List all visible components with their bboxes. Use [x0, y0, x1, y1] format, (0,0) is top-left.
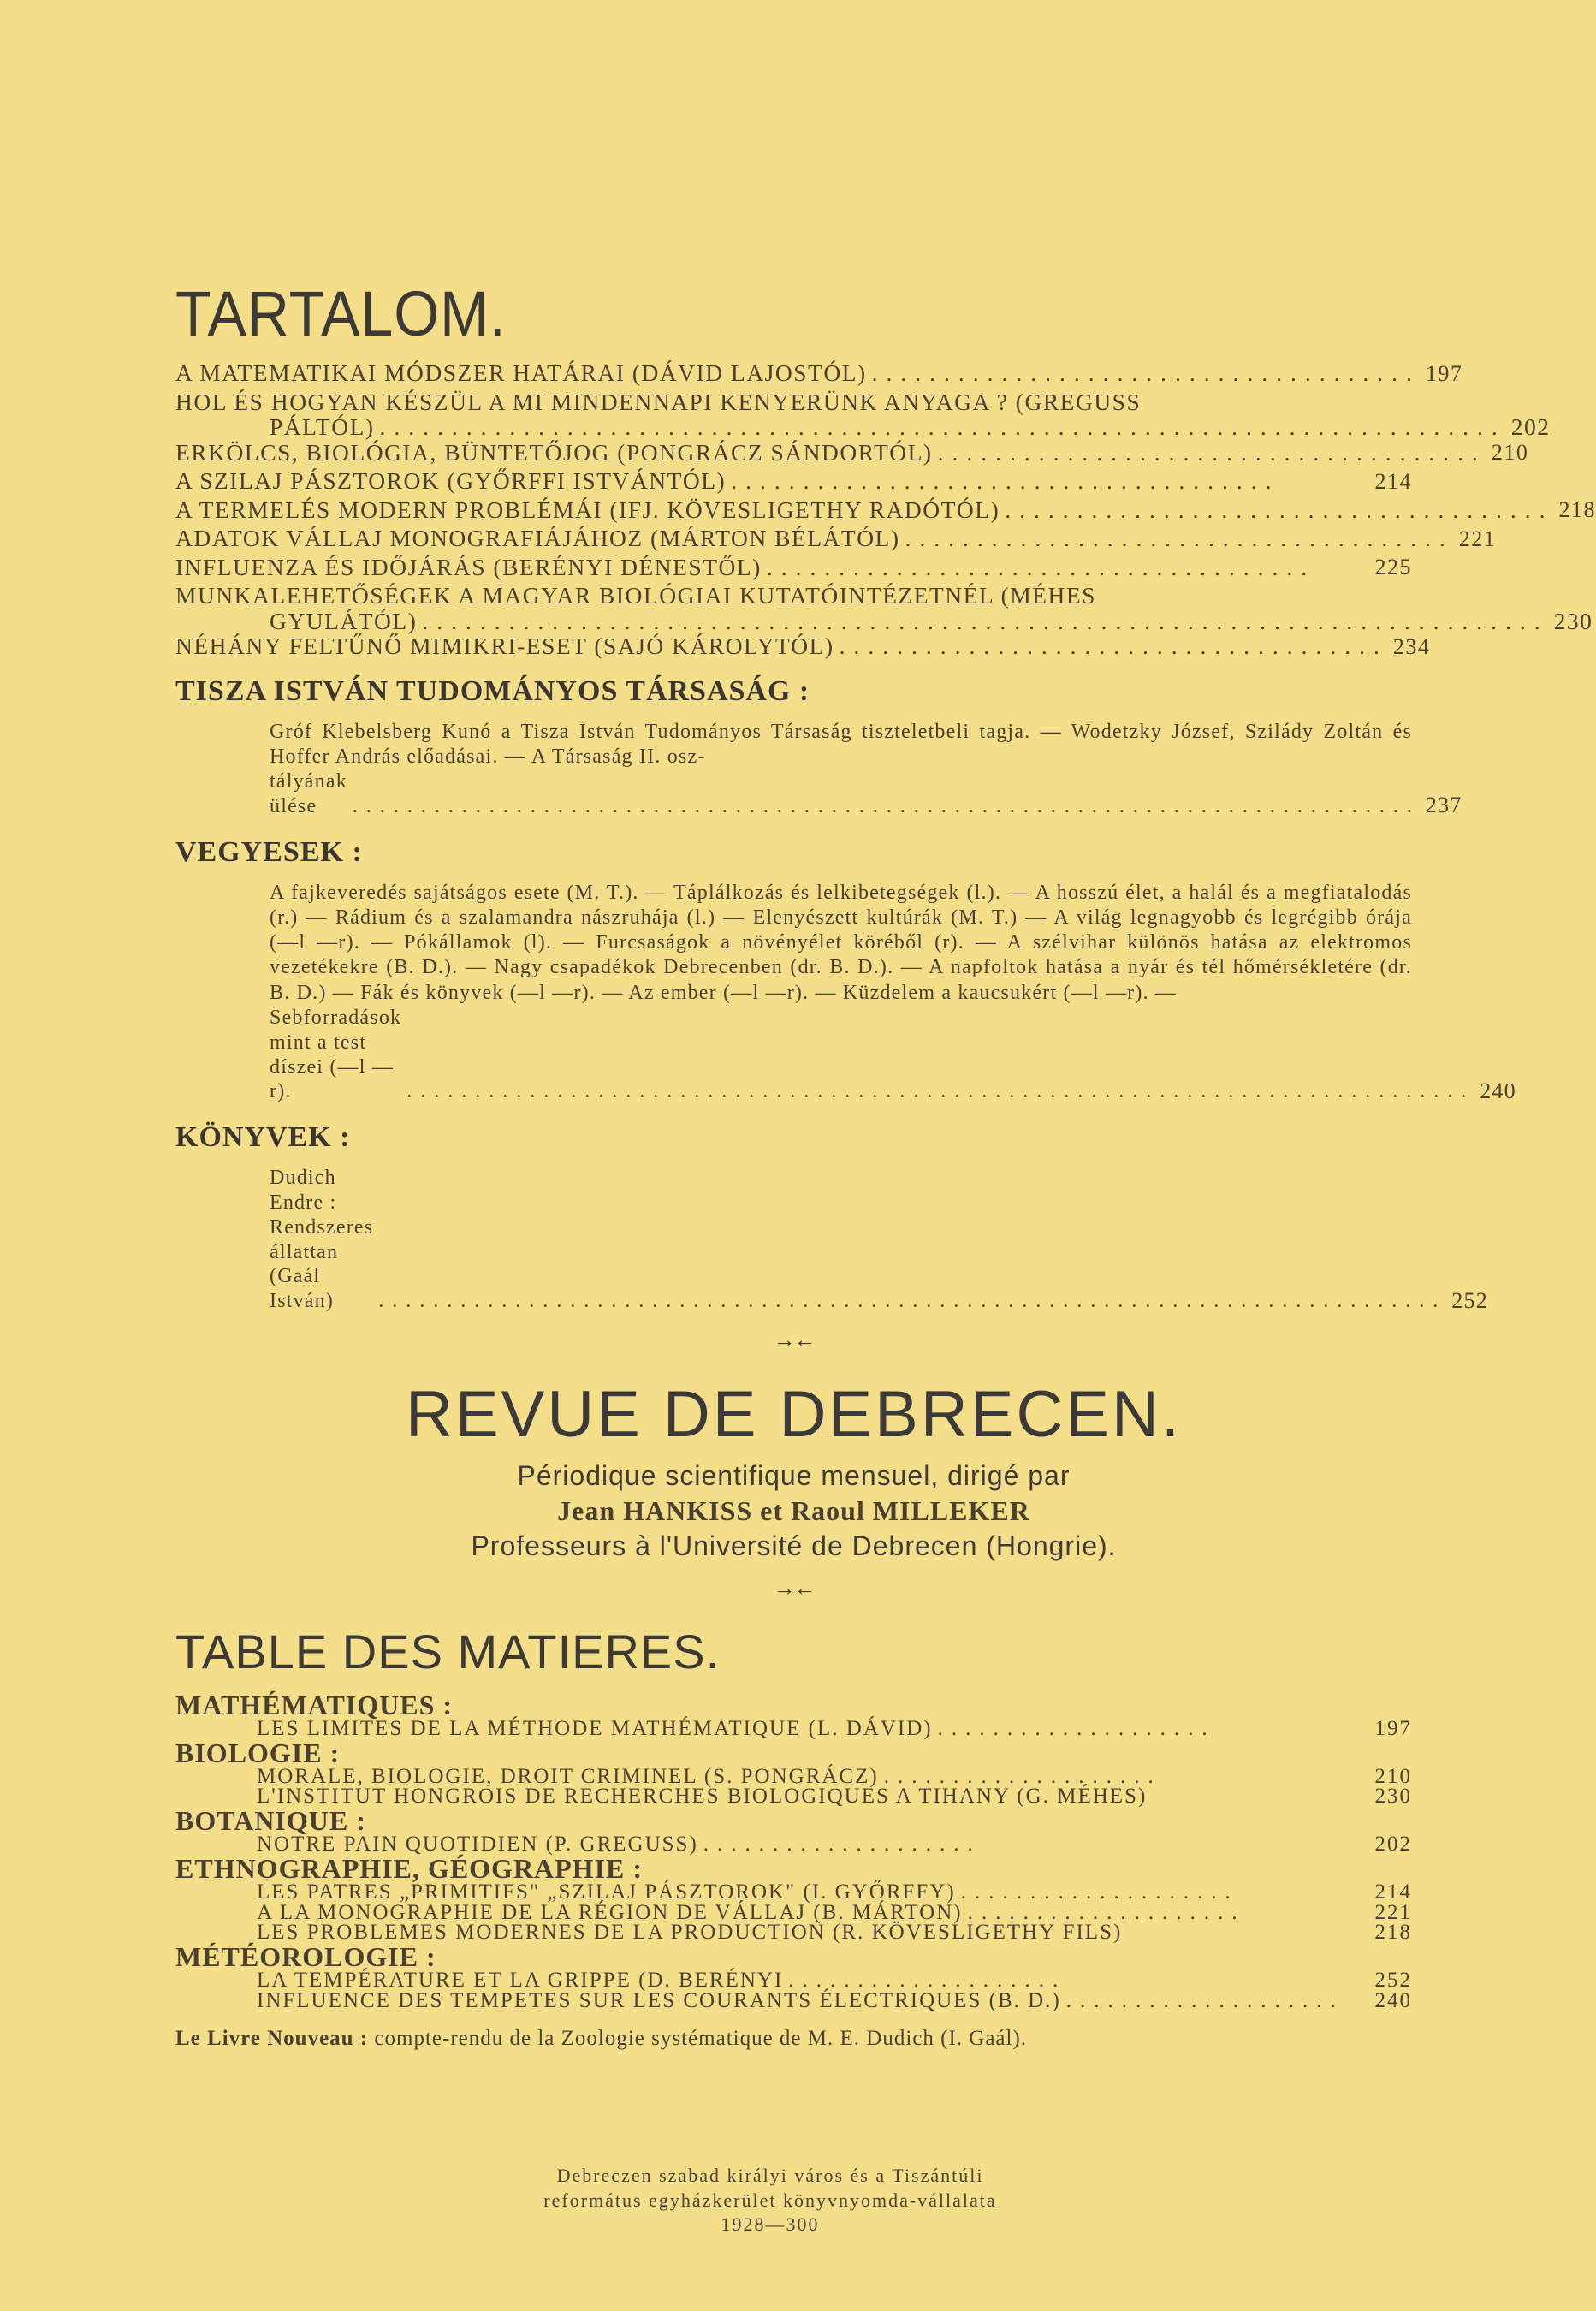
fr-section-heading: MATHÉMATIQUES : [175, 1689, 454, 1720]
toc-entry [175, 633, 1431, 659]
leader-dots: .............................................................................. [352, 794, 1421, 817]
leader-dots: ...................................... [905, 525, 1454, 551]
imprint-line-1: Debreczen szabad királyi város és a Tiszántúli [556, 2165, 984, 2186]
toc-entry [175, 438, 1529, 466]
fr-entry [175, 1988, 1412, 2012]
fr-entry-title: LES PROBLEMES MODERNES DE LA PRODUCTION (R. KÖVESLIGETHY FILS) [257, 1921, 1123, 1945]
leader-dots: .............................................................................. [406, 1080, 1475, 1103]
vegyesek-page: 240 [1480, 1078, 1516, 1103]
toc-entry-title: A SZILAJ PÁSZTOROK (GYŐRFFI ISTVÁNTÓL) [175, 467, 727, 494]
toc-entry-page: 225 [1374, 555, 1412, 579]
fr-section-heading: BIOLOGIE : [175, 1737, 341, 1768]
toc-entry [175, 525, 1497, 551]
toc-entry-page: 202 [1510, 413, 1551, 440]
fr-entry-title: LES LIMITES DE LA MÉTHODE MATHÉMATIQUE (L. DÁVID) [257, 1716, 933, 1740]
fr-entry [175, 1970, 1412, 1991]
toc-list [175, 359, 1596, 659]
fr-entry-title: INFLUENCE DES TEMPETES SUR LES COURANTS ÉLECTRIQUES (B. D.) [257, 1988, 1061, 2012]
konyvek-heading: KÖNYVEK : [175, 1121, 351, 1154]
livre-nouveau-note [175, 2027, 1412, 2051]
toc-entry-title: MUNKALEHETŐSÉGEK A MAGYAR BIOLÓGIAI KUTATÓINTÉZETNÉL (MÉHES [175, 582, 1096, 609]
toc-entry-title: HOL ÉS HOGYAN KÉSZÜL A MI MINDENNAPI KENYERÜNK ANYAGA ? (GREGUSS [175, 388, 1142, 415]
note-text: compte-rendu de la Zoologie systématique de M. E. Dudich (I. Gaál). [374, 2026, 1028, 2050]
leader-dots: .............................................................................. [422, 607, 1549, 634]
leader-dots: .................... [960, 1880, 1239, 1904]
fr-entry-page: 197 [1374, 1716, 1412, 1740]
konyvek-end [175, 1166, 1488, 1314]
fr-toc [175, 1691, 1412, 2011]
konyvek-page: 252 [1451, 1287, 1488, 1313]
fr-entry-title: NOTRE PAIN QUOTIDIEN (P. GREGUSS) [257, 1833, 698, 1857]
toc-entry-title: ERKÖLCS, BIOLÓGIA, BÜNTETŐJOG (PONGRÁCZ SÁNDORTÓL) [175, 438, 933, 466]
leader-dots: .............................................................................. [379, 413, 1506, 440]
fr-entry-page: 214 [1374, 1880, 1412, 1904]
vegyesek-body: A fajkeveredés sajátságos esete (M. T.). — Táplálkozás és lelkibetegségek (l.). — A hosszú élet, a halál és a megfiatalodás (r.) — Rádium és a szalamandra nászruhája (l.) — Elenyészett kultúrák (M. T.) — A világ legnagyobb és legrégibb órája (—l —r). — Pókállamok (l). — Furcsaságok a növényélet köréből (r). — A szélvihar különös hatása az elektromos vezetékekre (B. D.). — Nagy csapadékok Debrecenben (dr. B. D.). — A napfoltok hatása a nyár és tél hőmérsékletére (dr. B. D.) — Fák és könyvek (—l —r). — Az ember (—l —r). — Küzdelem a kaucsukért (—l —r). — [270, 881, 1412, 1004]
toc-entry-title: A MATEMATIKAI MÓDSZER HATÁRAI (DÁVID LAJOSTÓL) [175, 359, 867, 386]
vegyesek-heading: VEGYESEK : [175, 835, 363, 868]
fr-entry [175, 1882, 1412, 1903]
fr-entry-title: LES PATRES „PRIMITIFS" „SZILAJ PÁSZTOROK" (I. GYŐRFFY) [257, 1880, 956, 1904]
tisza-end-text: tályának ülése [270, 770, 347, 817]
fr-entry [175, 1764, 1412, 1788]
toc-entry [175, 469, 1412, 493]
table-title: TABLE DES MATIERES. [175, 1624, 721, 1678]
fr-section-heading: ETHNOGRAPHIE, GÉOGRAPHIE : [175, 1852, 644, 1884]
leader-dots: .................... [883, 1764, 1162, 1788]
leader-dots: ...................................... [871, 359, 1421, 386]
leader-dots: ...................................... [731, 467, 1280, 494]
konyvek-end-text: Dudich Endre : Rendszeres állattan (Gaál István) [270, 1167, 374, 1313]
note-label: Le Livre Nouveau : [175, 2026, 369, 2050]
toc-entry [175, 359, 1463, 386]
leader-dots: .................... [937, 1716, 1216, 1740]
toc-entry-page: 214 [1374, 468, 1412, 494]
tartalom-title: TARTALOM. [175, 278, 507, 349]
fr-entry-title: A LA MONOGRAPHIE DE LA RÉGION DE VÁLLAJ (B. MÁRTON) [257, 1900, 963, 1924]
leader-dots: ...................................... [839, 633, 1388, 659]
toc-entry-page: 221 [1458, 526, 1497, 551]
leader-dots: .................... [1065, 1988, 1344, 2012]
fr-entry-page: 202 [1374, 1833, 1412, 1857]
revue-subtitle: Périodique scientifique mensuel, dirigé par [517, 1459, 1071, 1491]
toc-entry-page: 230 [1553, 607, 1593, 634]
leader-dots: .............................................................................. [378, 1290, 1447, 1313]
tisza-heading: TISZA ISTVÁN TUDOMÁNYOS TÁRSASÁG : [175, 674, 810, 707]
fr-entry-page: 230 [1374, 1785, 1412, 1809]
fr-entry-title: MORALE, BIOLOGIE, DROIT CRIMINEL (S. PONGRÁCZ) [257, 1764, 879, 1788]
vegyesek-end-text: Sebforradások mint a test díszei (—l —r). [270, 1006, 402, 1103]
revue-affiliation: Professeurs à l'Université de Debrecen (Hongrie). [471, 1530, 1117, 1561]
tisza-body: Gróf Klebelsberg Kunó a Tisza István Tudományos Társaság tiszteletbeli tagja. — Wodetzky József, Szilády Zoltán és Hoffer András előadásai. — A Társaság II. osz- [270, 720, 1412, 768]
toc-entry [175, 555, 1412, 579]
imprint-line-3: 1928—300 [721, 2213, 820, 2236]
ornament-divider: →← [773, 1575, 815, 1601]
fr-entry [175, 1834, 1412, 1855]
toc-entry-title: INFLUENZA ÉS IDŐJÁRÁS (BERÉNYI DÉNESTŐL) [175, 553, 762, 580]
vegyesek-end [175, 1006, 1516, 1104]
leader-dots: .................... [967, 1900, 1246, 1924]
revue-editors: Jean HANKISS et Raoul MILLEKER [557, 1494, 1030, 1526]
fr-entry-title: LA TEMPÉRATURE ET LA GRIPPE (D. BERÉNYI [257, 1969, 784, 1993]
leader-dots: .................... [788, 1969, 1067, 1993]
fr-entry-page: 240 [1374, 1988, 1412, 2012]
toc-entry-page: 210 [1491, 440, 1529, 465]
fr-entry-page: 210 [1374, 1764, 1412, 1788]
leader-dots: ...................................... [1005, 496, 1554, 523]
toc-entry [175, 388, 1551, 440]
toc-entry-title: A TERMELÉS MODERN PROBLÉMÁI (IFJ. KÖVESLIGETHY RADÓTÓL) [175, 496, 1000, 523]
fr-section-heading: MÉTÉOROLOGIE : [175, 1941, 436, 1973]
toc-entry-title-cont: PÁLTÓL) [270, 413, 375, 440]
fr-entry-page: 218 [1374, 1921, 1412, 1945]
ornament-divider: →← [773, 1327, 815, 1352]
leader-dots: ...................................... [766, 553, 1316, 580]
toc-entry-title: ADATOK VÁLLAJ MONOGRAFIÁJÁHOZ (MÁRTON BÉLÁTÓL) [175, 525, 900, 551]
page [175, 278, 1596, 2051]
toc-entry-page: 197 [1425, 360, 1463, 386]
fr-entry-page: 252 [1374, 1969, 1412, 1993]
fr-entry [175, 1900, 1412, 1924]
imprint-line-2: református egyházkerület könyvnyomda-vállalata [543, 2189, 997, 2211]
revue-title: REVUE DE DEBRECEN. [405, 1377, 1183, 1451]
leader-dots: ...................................... [937, 438, 1486, 466]
tisza-page: 237 [1425, 793, 1463, 818]
toc-entry-page: 218 [1558, 497, 1596, 522]
tisza-end [175, 769, 1463, 819]
toc-entry [175, 582, 1593, 634]
printer-imprint [0, 2164, 1540, 2237]
toc-entry-title: NÉHÁNY FELTŰNŐ MIMIKRI-ESET (SAJÓ KÁROLYTÓL) [175, 633, 834, 659]
fr-entry-title: L'INSTITUT HONGROIS DE RECHERCHES BIOLOGIQUES A TIHANY (G. MÉHES) [257, 1785, 1148, 1809]
fr-entry [175, 1716, 1412, 1740]
toc-entry-title-cont: GYULÁTÓL) [270, 607, 418, 634]
fr-entry-page: 221 [1374, 1900, 1412, 1924]
fr-section-heading: BOTANIQUE : [175, 1805, 366, 1837]
toc-entry-page: 234 [1392, 633, 1431, 659]
fr-entry [175, 1786, 1412, 1807]
leader-dots: .................... [703, 1833, 982, 1857]
fr-entry [175, 1922, 1412, 1943]
toc-entry [175, 496, 1596, 523]
